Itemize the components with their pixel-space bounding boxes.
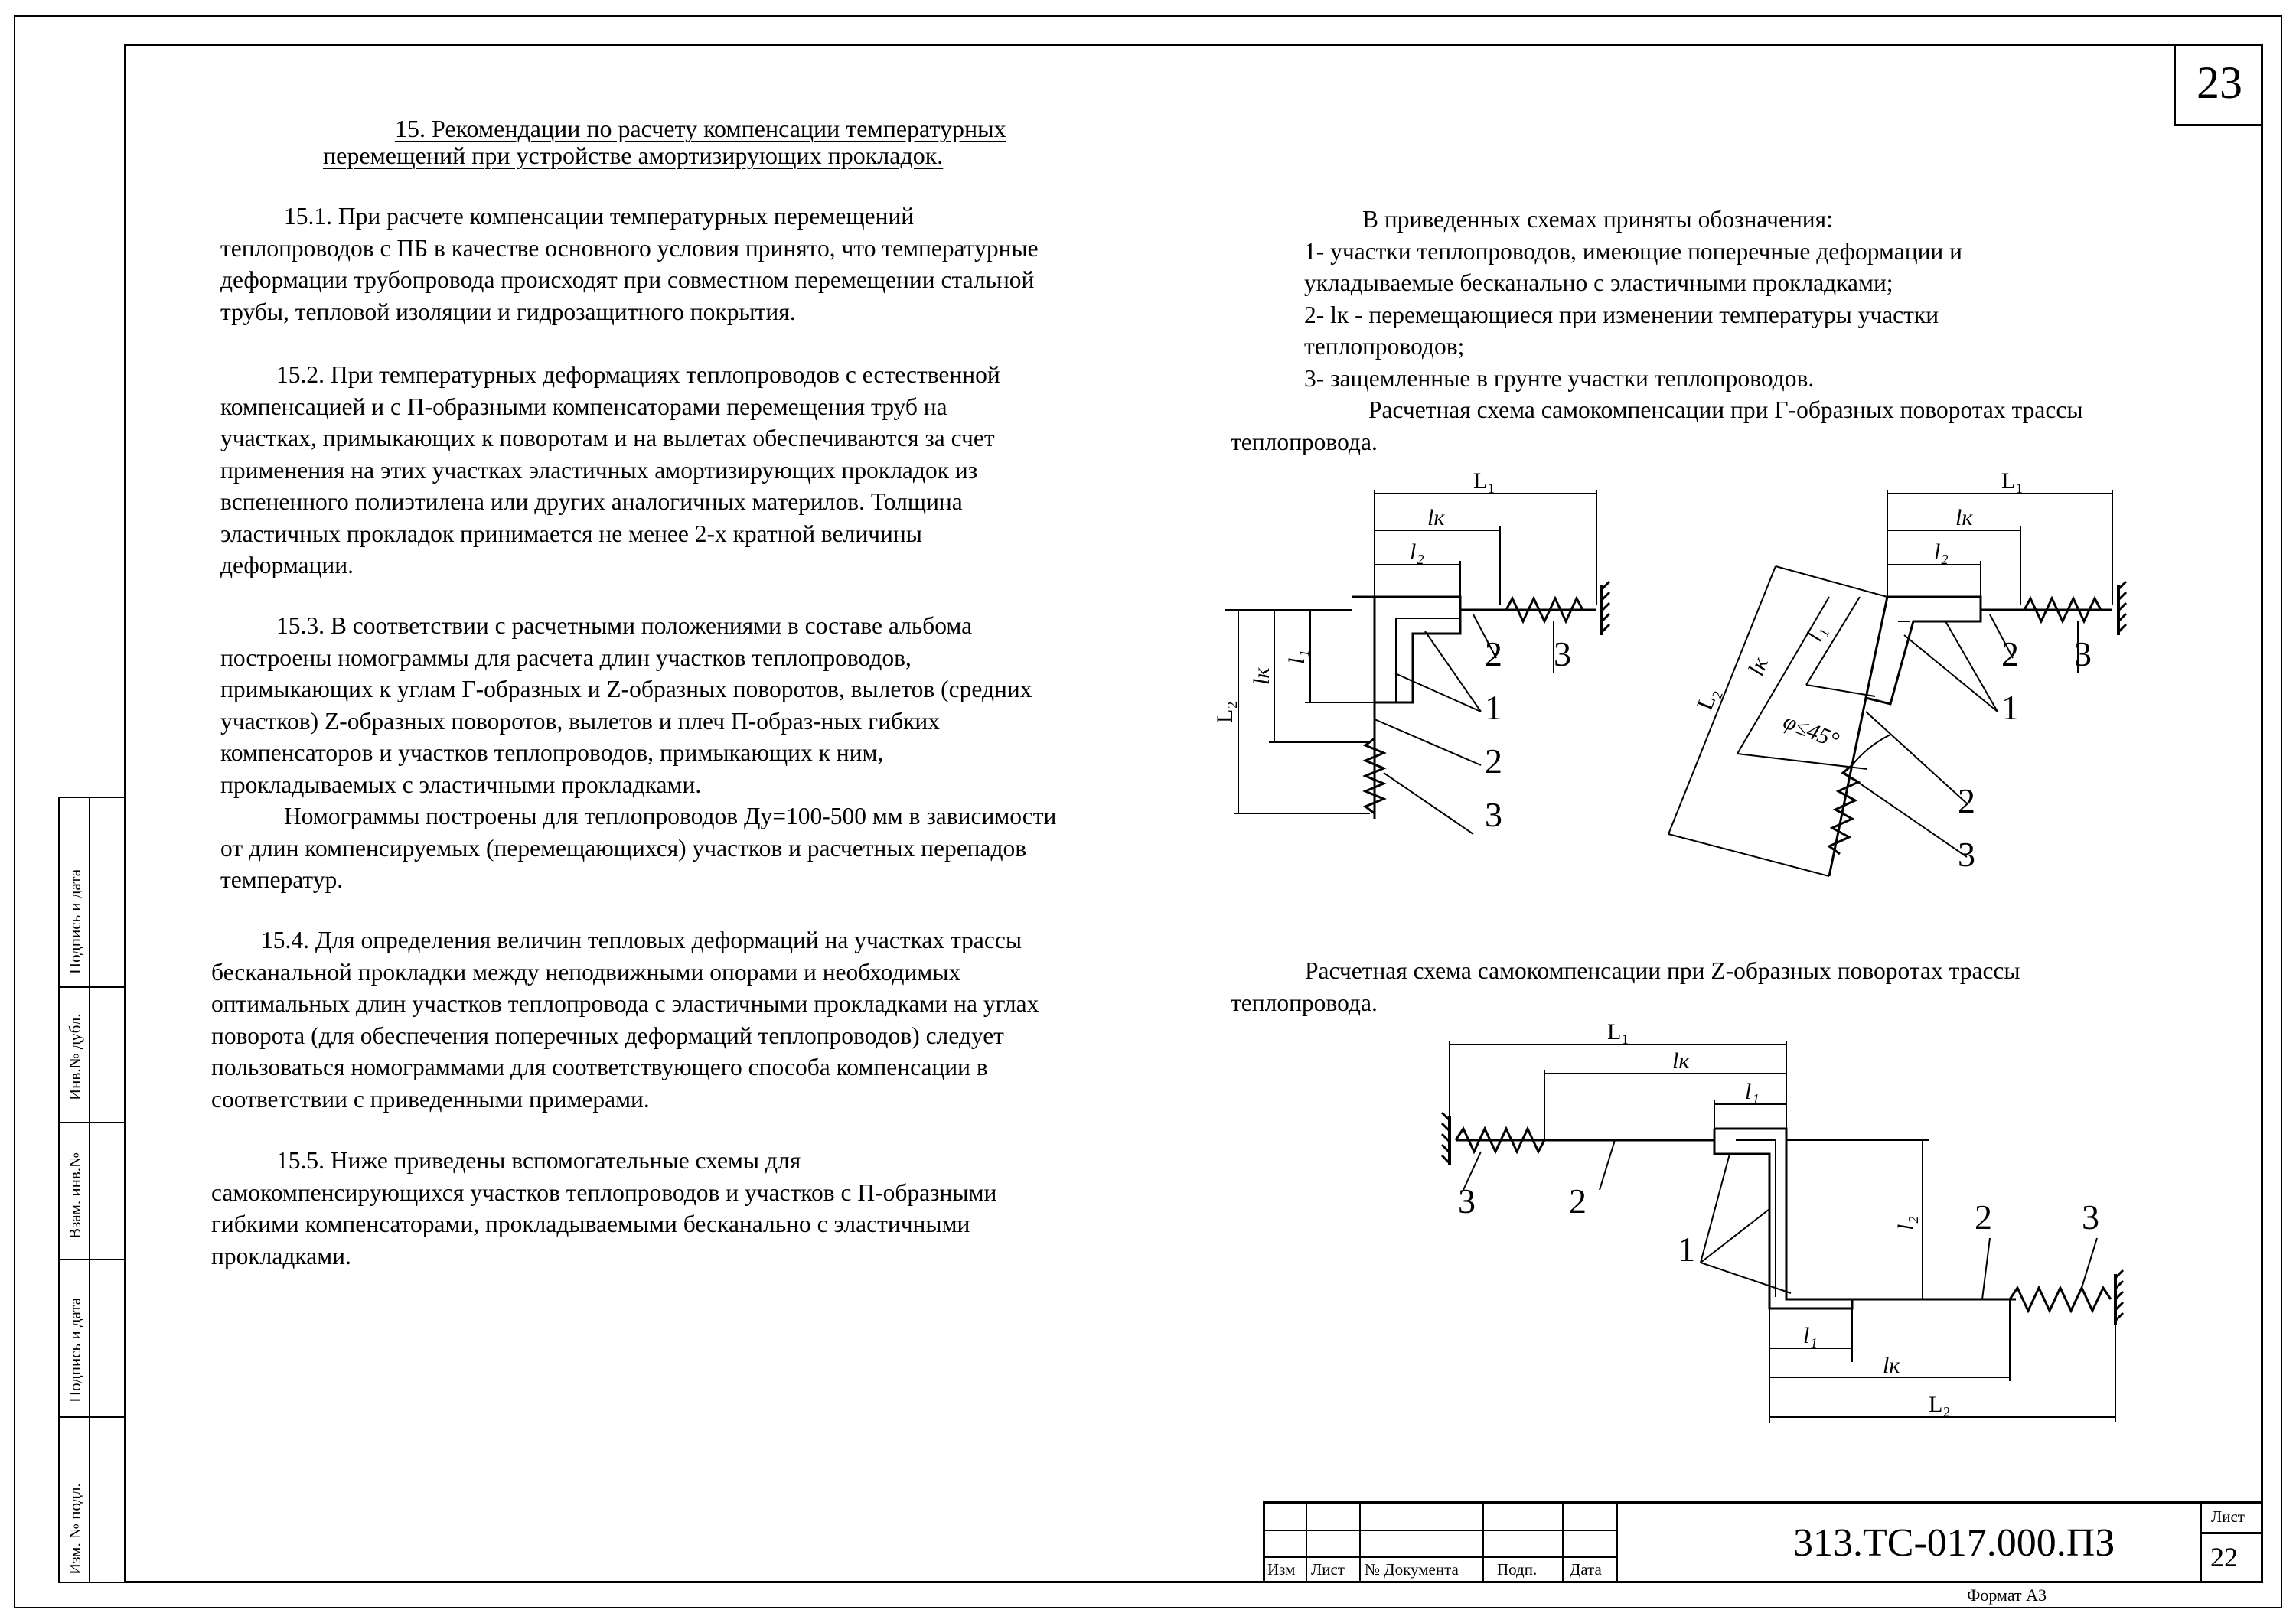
d2-n1: 1	[2001, 688, 2019, 727]
designation: 313.ТС-017.000.ПЗ	[1793, 1521, 2115, 1565]
stamp-list: Лист	[1311, 1560, 1345, 1579]
d3-l1: l₁	[1745, 1079, 1760, 1104]
d1-l1-v: l₁	[1284, 650, 1309, 664]
d1-lk-v: lк	[1249, 667, 1274, 685]
d2-n3b: 3	[1958, 835, 1975, 874]
d3-L2: L₂	[1929, 1392, 1951, 1417]
stamp-inv-dubl: Инв.№ дубл.	[66, 1013, 84, 1100]
paragraph-15-4: 15.4. Для определения величин тепловых деформаций на участках трассы бесканальной прокладки между неподвижными опорами и необходимых оптимальных длин участков теплопровода с эластичными прокладками на углах поворота (для обеспечения поперечных деформаций теплопроводов) следует пользоваться номограммами для соответствующего способа компенсации в соответствии с приведенными примерами.	[211, 927, 1039, 1113]
d1-n1: 1	[1485, 688, 1502, 727]
paragraph-15-5: 15.5. Ниже приведены вспомогательные схемы для самокомпенсирующихся участков теплопроводов и участков с П-образными гибкими компенсаторами, прокладываемыми бесканально с эластичными прокладками.	[211, 1147, 997, 1269]
d3-n3b: 3	[2082, 1198, 2099, 1237]
d3-n2b: 2	[1975, 1198, 1992, 1237]
d1-n3b: 3	[1485, 795, 1502, 834]
d3-lk: lк	[1672, 1048, 1690, 1074]
diagram-g-tilted	[1668, 490, 2126, 876]
sheet-value: 22	[2210, 1542, 2238, 1572]
d3-L1: L₁	[1607, 1019, 1629, 1045]
scheme-g-caption: Расчетная схема самокомпенсации при Г-образных поворотах трассы теплопровода.	[1231, 396, 2083, 455]
d1-l2: l₂	[1410, 539, 1424, 565]
d1-n2a: 2	[1485, 634, 1502, 673]
d1-n3a: 3	[1554, 634, 1571, 673]
legend: В приведенных схемах приняты обозначения: 1- участки теплопроводов, имеющие поперечные деформации и укладываемые бесканально с эластичными прокладками; 2- lк - перемещающиеся при изменении температуры участки теплопроводов; 3- защемленные в грунте участки теплопроводов.	[1304, 206, 1963, 392]
stamp-data: Дата	[1570, 1560, 1602, 1579]
d2-lk: lк	[1955, 505, 1973, 530]
stamp-podpis-data-bottom: Подпись и дата	[66, 1297, 84, 1403]
d3-lk-b: lк	[1883, 1353, 1900, 1378]
sheet-number: 23	[2197, 57, 2242, 108]
d2-n3a: 3	[2074, 634, 2092, 673]
d1-L1: L₁	[1473, 468, 1495, 494]
d2-lk-d: lк	[1743, 653, 1773, 680]
d2-l1-d: l₁	[1801, 621, 1831, 645]
stamp-inv-podl: Изм. № подл.	[66, 1483, 84, 1575]
stamp-podpis-data-top: Подпись и дата	[66, 869, 84, 974]
stamp-vzam-inv: Взам. инв.№	[66, 1152, 84, 1239]
d2-n2b: 2	[1958, 781, 1975, 820]
d2-angle: φ≤45°	[1779, 708, 1843, 754]
d3-l1-b: l₁	[1803, 1323, 1818, 1348]
stamp-podp: Подп.	[1497, 1560, 1538, 1579]
paragraph-15-2: 15.2. При температурных деформациях теплопроводов с естественной компенсацией и с П-образными компенсаторами перемещения труб на участках, примыкающих к поворотам и на вылетах обеспечиваются за счет применения на этих участках эластичных амортизирующих прокладок из вспененного полиэтилена или других аналогичных материлов. Толщина эластичных прокладок принимается не менее 2-х кратной величины деформации.	[220, 361, 1000, 578]
section-title: 15. Рекомендации по расчету компенсации температурных	[395, 115, 1006, 142]
d1-lk: lк	[1427, 505, 1445, 530]
d1-n2b: 2	[1485, 741, 1502, 781]
paragraph-15-1: 15.1. При расчете компенсации температурных перемещений теплопроводов с ПБ в качестве основного условия принято, что температурные деформации трубопровода происходят при совместном перемещении стальной трубы, тепловой изоляции и гидрозащитного покрытия.	[220, 203, 1039, 325]
sheet-label: Лист	[2211, 1507, 2245, 1526]
d3-n3a: 3	[1458, 1181, 1476, 1221]
d3-l2: l₂	[1893, 1216, 1919, 1230]
diagram-z	[1442, 1041, 2123, 1423]
d2-n2a: 2	[2001, 634, 2019, 673]
stamp-izm: Изм	[1267, 1560, 1296, 1579]
d3-n2a: 2	[1569, 1181, 1587, 1221]
d2-l2: l₂	[1934, 539, 1949, 565]
d2-L1: L₁	[2001, 468, 2024, 494]
d1-L2: L₂	[1212, 701, 1238, 723]
d2-L2: L₂	[1691, 683, 1724, 714]
stamp-doc: № Документа	[1365, 1560, 1459, 1579]
format-label: Формат А3	[1967, 1586, 2047, 1605]
section-title-line2: перемещений при устройстве амортизирующих прокладок.	[323, 142, 944, 169]
d3-n1: 1	[1678, 1230, 1695, 1269]
paragraph-15-3: 15.3. В соответствии с расчетными положениями в составе альбома построены номограммы для расчета длин участков теплопроводов, примыкающих к углам Г-образных и Z-образных поворотов, вылетов (средних участков) Z-образных поворотов, вылетов и плеч П-образ-ных гибких компенсаторов и участков теплопроводов, примыкающих к ним, прокладываемых с эластичными прокладками. Номограммы построены для теплопроводов Ду=100-500 мм в зависимости от длин компенсируемых (перемещающихся) участков и расчетных перепадов температур.	[220, 612, 1057, 893]
scheme-z-caption: Расчетная схема самокомпенсации при Z-образных поворотах трассы теплопровода.	[1231, 957, 2020, 1016]
title-block	[1263, 1501, 2263, 1583]
